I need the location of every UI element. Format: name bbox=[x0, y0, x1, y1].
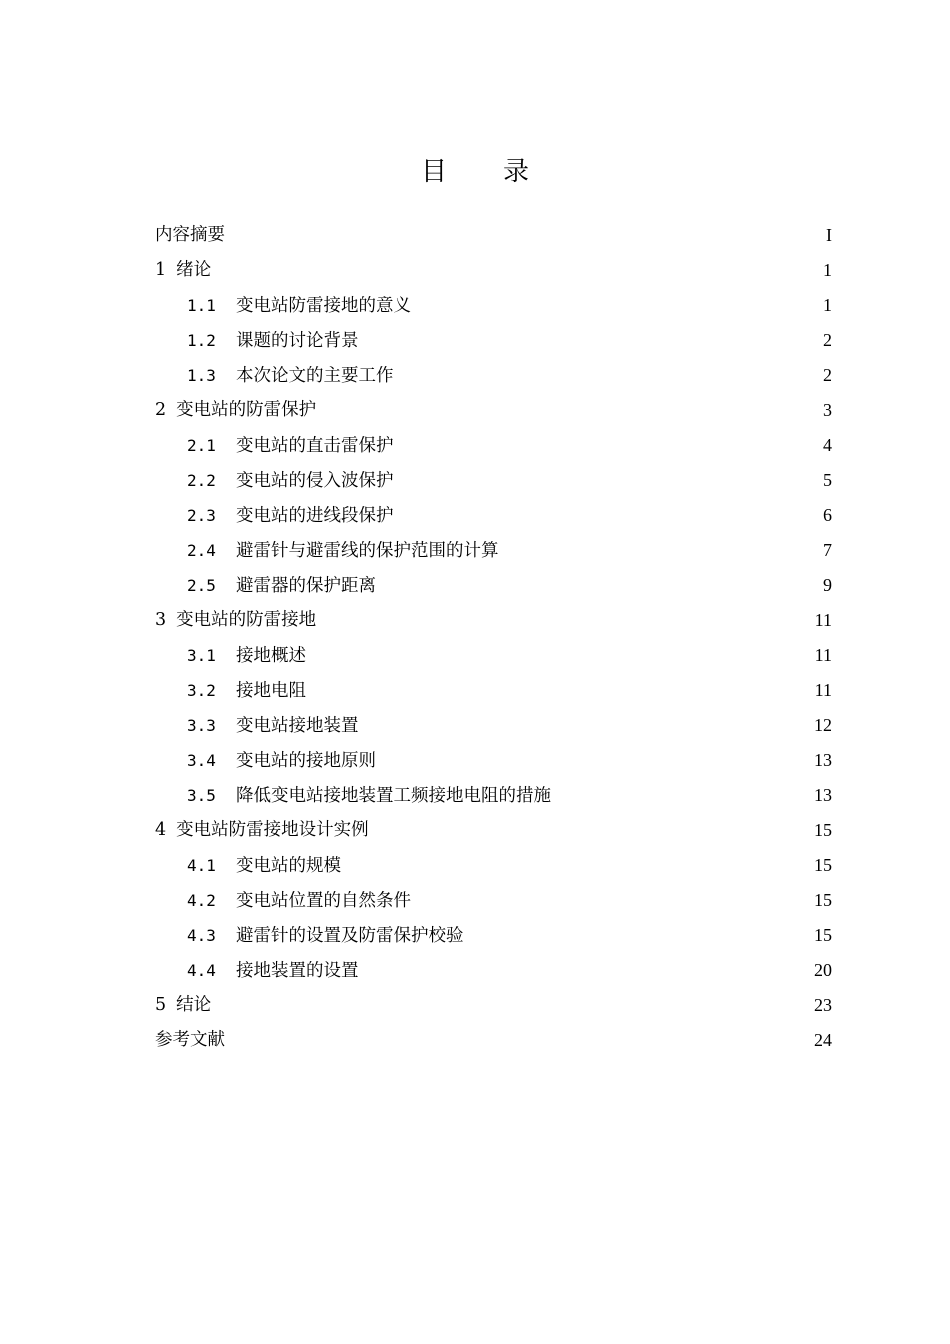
toc-entry-title bbox=[155, 988, 211, 1023]
toc-page-number: 23 bbox=[814, 995, 832, 1015]
title-char-2: 录 bbox=[503, 157, 530, 187]
toc-entry[interactable] bbox=[155, 918, 832, 953]
toc-page-number: 15 bbox=[814, 820, 832, 840]
toc-entry-title bbox=[187, 463, 394, 499]
toc-entry-label: 本次论文的主要工作 bbox=[236, 366, 394, 386]
toc-entry-number: 1 bbox=[155, 260, 167, 280]
toc-entry[interactable] bbox=[155, 848, 832, 883]
page-title bbox=[0, 152, 950, 192]
toc-page-number: 9 bbox=[823, 575, 832, 595]
toc-entry-title bbox=[187, 743, 376, 779]
toc-page-number: 15 bbox=[814, 890, 832, 910]
toc-entry-number: 1.1 bbox=[187, 296, 216, 315]
toc-page-number: 2 bbox=[823, 330, 832, 350]
toc-entry[interactable] bbox=[155, 953, 832, 988]
toc-entry-number: 3.3 bbox=[187, 716, 216, 735]
toc-entry-number: 2 bbox=[155, 400, 167, 420]
toc-entry-number: 2.5 bbox=[187, 576, 216, 595]
toc-entry-label: 接地装置的设置 bbox=[236, 961, 359, 981]
toc-entry-number: 3.1 bbox=[187, 646, 216, 665]
toc-entry-number: 3.2 bbox=[187, 681, 216, 700]
toc-entry-label: 课题的讨论背景 bbox=[236, 331, 359, 351]
toc-page-number: 5 bbox=[823, 470, 832, 490]
toc-entry[interactable] bbox=[155, 883, 832, 918]
toc-entry-label: 变电站的接地原则 bbox=[236, 751, 376, 771]
toc-entry-label: 变电站的直击雷保护 bbox=[236, 436, 394, 456]
toc-entry[interactable] bbox=[155, 743, 832, 778]
toc-page-number: 13 bbox=[814, 785, 832, 805]
toc-page-number: 2 bbox=[823, 365, 832, 385]
toc-entry-label: 接地电阻 bbox=[236, 681, 306, 701]
toc-entry-number: 4 bbox=[155, 820, 167, 840]
toc-entry-title bbox=[155, 603, 316, 638]
toc-entry-number: 2.1 bbox=[187, 436, 216, 455]
toc-entry-title bbox=[187, 918, 464, 954]
toc-entry[interactable] bbox=[155, 673, 832, 708]
toc-entry-title bbox=[155, 253, 211, 288]
toc-entry[interactable] bbox=[155, 288, 832, 323]
toc-entry-title bbox=[187, 288, 411, 324]
toc-entry-number: 2.3 bbox=[187, 506, 216, 525]
toc-page-number: 20 bbox=[814, 960, 832, 980]
toc-entry-number: 4.2 bbox=[187, 891, 216, 910]
toc-entry-number: 1.3 bbox=[187, 366, 216, 385]
toc-entry-label: 避雷器的保护距离 bbox=[236, 576, 376, 596]
toc-page-number: I bbox=[826, 225, 832, 245]
title-char-1: 目 bbox=[420, 157, 447, 187]
toc-entry-label: 变电站接地装置 bbox=[236, 716, 359, 736]
toc-page-number: 24 bbox=[814, 1030, 832, 1050]
toc-page-number: 11 bbox=[814, 645, 832, 665]
toc-entry-title bbox=[155, 1023, 225, 1058]
toc-entry[interactable] bbox=[155, 463, 832, 498]
toc-entry-label: 结论 bbox=[176, 995, 212, 1015]
toc-page-number: 13 bbox=[814, 750, 832, 770]
toc-entry[interactable] bbox=[155, 428, 832, 463]
toc-entry[interactable] bbox=[155, 603, 832, 638]
toc-page-number: 1 bbox=[823, 260, 832, 280]
toc-entry[interactable] bbox=[155, 708, 832, 743]
toc-page-number: 12 bbox=[814, 715, 832, 735]
toc-entry-title bbox=[187, 568, 376, 604]
toc-entry-label: 变电站的规模 bbox=[236, 856, 341, 876]
toc-entry-label: 内容摘要 bbox=[155, 225, 225, 245]
toc-page-number: 15 bbox=[814, 855, 832, 875]
toc-entry[interactable] bbox=[155, 1023, 832, 1058]
toc-entry[interactable] bbox=[155, 218, 832, 253]
toc-entry-label: 变电站的侵入波保护 bbox=[236, 471, 394, 491]
toc-entry[interactable] bbox=[155, 393, 832, 428]
toc-entry-label: 参考文献 bbox=[155, 1030, 225, 1050]
toc-entry-label: 变电站防雷接地设计实例 bbox=[176, 820, 369, 840]
toc-entry[interactable] bbox=[155, 813, 832, 848]
toc-entry-number: 3.4 bbox=[187, 751, 216, 770]
toc-entry-title bbox=[187, 323, 359, 359]
toc-entry-label: 接地概述 bbox=[236, 646, 306, 666]
toc-entry[interactable] bbox=[155, 253, 832, 288]
toc-page-number: 1 bbox=[823, 295, 832, 315]
toc-entry-label: 变电站防雷接地的意义 bbox=[236, 296, 411, 316]
toc-entry-title bbox=[155, 813, 369, 848]
toc-entry-number: 3.5 bbox=[187, 786, 216, 805]
toc-entry[interactable] bbox=[155, 638, 832, 673]
toc-entry-title bbox=[187, 428, 394, 464]
toc-entry-number: 3 bbox=[155, 610, 167, 630]
toc-entry[interactable] bbox=[155, 323, 832, 358]
toc-entry-number: 1.2 bbox=[187, 331, 216, 350]
toc-entry-label: 变电站的防雷保护 bbox=[176, 400, 317, 420]
toc-entry-label: 变电站位置的自然条件 bbox=[236, 891, 411, 911]
toc-entry[interactable] bbox=[155, 498, 832, 533]
toc-page-number: 7 bbox=[823, 540, 832, 560]
toc-entry-title bbox=[187, 883, 411, 919]
table-of-contents bbox=[155, 218, 832, 1058]
toc-entry-number: 4.4 bbox=[187, 961, 216, 980]
toc-page-number: 6 bbox=[823, 505, 832, 525]
toc-entry-label: 绪论 bbox=[176, 260, 212, 280]
toc-page-number: 3 bbox=[823, 400, 832, 420]
toc-entry-title bbox=[187, 533, 499, 569]
toc-entry-title bbox=[187, 498, 394, 534]
toc-entry-number: 2.2 bbox=[187, 471, 216, 490]
toc-entry-number: 5 bbox=[155, 995, 167, 1015]
toc-entry-title bbox=[187, 848, 341, 884]
toc-entry-title bbox=[187, 358, 394, 394]
toc-entry[interactable] bbox=[155, 778, 832, 813]
toc-entry-title bbox=[187, 708, 359, 744]
toc-entry-label: 避雷针的设置及防雷保护校验 bbox=[236, 926, 464, 946]
toc-entry-label: 降低变电站接地装置工频接地电阻的措施 bbox=[236, 786, 551, 806]
toc-entry-number: 4.1 bbox=[187, 856, 216, 875]
toc-entry-label: 变电站的防雷接地 bbox=[176, 610, 317, 630]
toc-page-number: 11 bbox=[814, 680, 832, 700]
toc-entry[interactable] bbox=[155, 568, 832, 603]
toc-page-number: 15 bbox=[814, 925, 832, 945]
toc-entry-title bbox=[155, 218, 225, 253]
toc-entry-title bbox=[187, 673, 306, 709]
toc-entry[interactable] bbox=[155, 533, 832, 568]
toc-page-number: 4 bbox=[823, 435, 832, 455]
toc-entry-number: 2.4 bbox=[187, 541, 216, 560]
toc-entry-label: 避雷针与避雷线的保护范围的计算 bbox=[236, 541, 499, 561]
toc-page-number: 11 bbox=[814, 610, 832, 630]
toc-entry[interactable] bbox=[155, 988, 832, 1023]
toc-entry-title bbox=[187, 778, 551, 814]
toc-entry-number: 4.3 bbox=[187, 926, 216, 945]
toc-entry[interactable] bbox=[155, 358, 832, 393]
toc-entry-title bbox=[187, 953, 359, 989]
toc-entry-title bbox=[155, 393, 316, 428]
toc-entry-title bbox=[187, 638, 306, 674]
toc-entry-label: 变电站的进线段保护 bbox=[236, 506, 394, 526]
